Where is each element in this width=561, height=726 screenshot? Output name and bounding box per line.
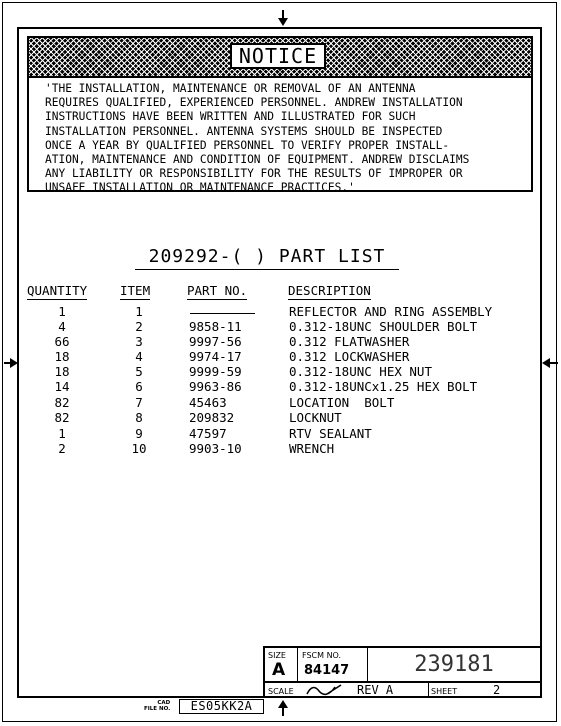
item-cell: 2 (135, 319, 143, 334)
part-cell: 9858-11 (189, 319, 242, 334)
notice-divider (29, 76, 531, 78)
item-cell: 10 (131, 441, 147, 456)
item-header: ITEM (120, 283, 151, 298)
cad-file-number: ES05KK2A (179, 699, 264, 714)
part-cell: 9963-86 (189, 379, 242, 394)
notice-box (27, 36, 533, 195)
notice-title: NOTICE (230, 43, 326, 69)
qty-cell: 2 (58, 441, 66, 456)
desc-cell: LOCATION BOLT (289, 395, 395, 410)
part-cell: 9999-59 (189, 364, 242, 379)
arrow-right-left-icon (4, 357, 18, 369)
part-cell: 9903-10 (189, 441, 242, 456)
notice-line: ANY LIABILITY OR RESPONSIBILITY FOR THE RESULTS OF IMPROPER OR (45, 167, 463, 181)
cad-label-line: CAD (157, 700, 171, 706)
desc-cell: 0.312-18UNC SHOULDER BOLT (289, 319, 478, 334)
item-cell: 5 (135, 364, 143, 379)
item-cell: 8 (135, 410, 143, 425)
fscm-value: 84147 (304, 663, 350, 678)
part-cell: 45463 (189, 395, 227, 410)
arrow-down-top-icon (277, 10, 289, 26)
notice-line: INSTALLATION PERSONNEL. ANTENNA SYSTEMS SHOULD BE INSPECTED (45, 124, 443, 138)
item-cell: 1 (135, 304, 143, 319)
fscm-label: FSCM NO. (302, 651, 342, 660)
quantity-header: QUANTITY (27, 283, 88, 298)
item-cell: 4 (135, 349, 143, 364)
qty-cell: 82 (54, 395, 70, 410)
sheet-label: SHEET (431, 687, 458, 696)
notice-line: REQUIRES QUALIFIED, EXPERIENCED PERSONNEL. ANDREW INSTALLATION (45, 96, 463, 110)
qty-cell: 14 (54, 379, 70, 394)
file-no-label-line: FILE NO. (144, 706, 171, 712)
qty-cell: 66 (54, 334, 70, 349)
notice-line: ATION, MAINTENANCE AND CONDITION OF EQUIPMENT. ANDREW DISCLAIMS (45, 153, 470, 167)
arrow-up-bottom-icon (277, 700, 289, 716)
item-cell: 3 (135, 334, 143, 349)
notice-line: 'THE INSTALLATION, MAINTENANCE OR REMOVAL OF AN ANTENNA (45, 82, 416, 95)
qty-cell: 1 (58, 304, 66, 319)
desc-cell: WRENCH (289, 441, 335, 456)
qty-cell: 18 (54, 349, 70, 364)
cad-file-label (144, 700, 170, 712)
notice-line: INSTRUCTIONS HAVE BEEN WRITTEN AND ILLUSTRATED FOR SUCH (45, 110, 416, 124)
qty-cell: 4 (58, 319, 66, 334)
title-block (263, 646, 542, 698)
desc-cell: 0.312 FLATWASHER (289, 334, 410, 349)
title-block-divider (428, 681, 429, 696)
desc-cell: RTV SEALANT (289, 426, 372, 441)
title-block-divider (367, 648, 368, 681)
qty-cell: 18 (54, 364, 70, 379)
item-cell: 7 (135, 395, 143, 410)
part-cell: 47597 (189, 426, 227, 441)
qty-cell: 1 (58, 426, 66, 441)
title-block-divider (297, 648, 298, 681)
part-blank-line (190, 313, 255, 314)
item-cell: 9 (135, 426, 143, 441)
scale-label: SCALE (268, 687, 294, 696)
notice-line: UNSAFE INSTALLATION OR MAINTENANCE PRACTICES.' (45, 181, 355, 195)
sheet-value: 2 (493, 683, 501, 697)
scale-none-icon (305, 683, 345, 697)
size-value: A (272, 660, 286, 680)
desc-cell: LOCKNUT (289, 410, 342, 425)
part-no-header: PART NO. (187, 283, 248, 298)
desc-cell: 0.312-18UNC HEX NUT (289, 364, 432, 379)
description-header: DESCRIPTION (288, 283, 371, 298)
notice-text (45, 82, 469, 196)
arrow-left-right-icon (542, 357, 558, 369)
part-cell: 209832 (189, 410, 235, 425)
part-cell: 9997-56 (189, 334, 242, 349)
desc-cell: REFLECTOR AND RING ASSEMBLY (289, 304, 493, 319)
desc-cell: 0.312-18UNCx1.25 HEX BOLT (289, 379, 478, 394)
notice-line: ONCE A YEAR BY QUALIFIED PERSONNEL TO VERIFY PROPER INSTALL- (45, 138, 450, 152)
part-cell: 9974-17 (189, 349, 242, 364)
revision-label: REV A (357, 683, 394, 697)
part-list-title: 209292-( ) PART LIST (135, 246, 399, 270)
drawing-number: 239181 (414, 652, 494, 677)
size-label: SIZE (268, 651, 286, 660)
qty-cell: 82 (54, 410, 70, 425)
item-cell: 6 (135, 379, 143, 394)
desc-cell: 0.312 LOCKWASHER (289, 349, 410, 364)
